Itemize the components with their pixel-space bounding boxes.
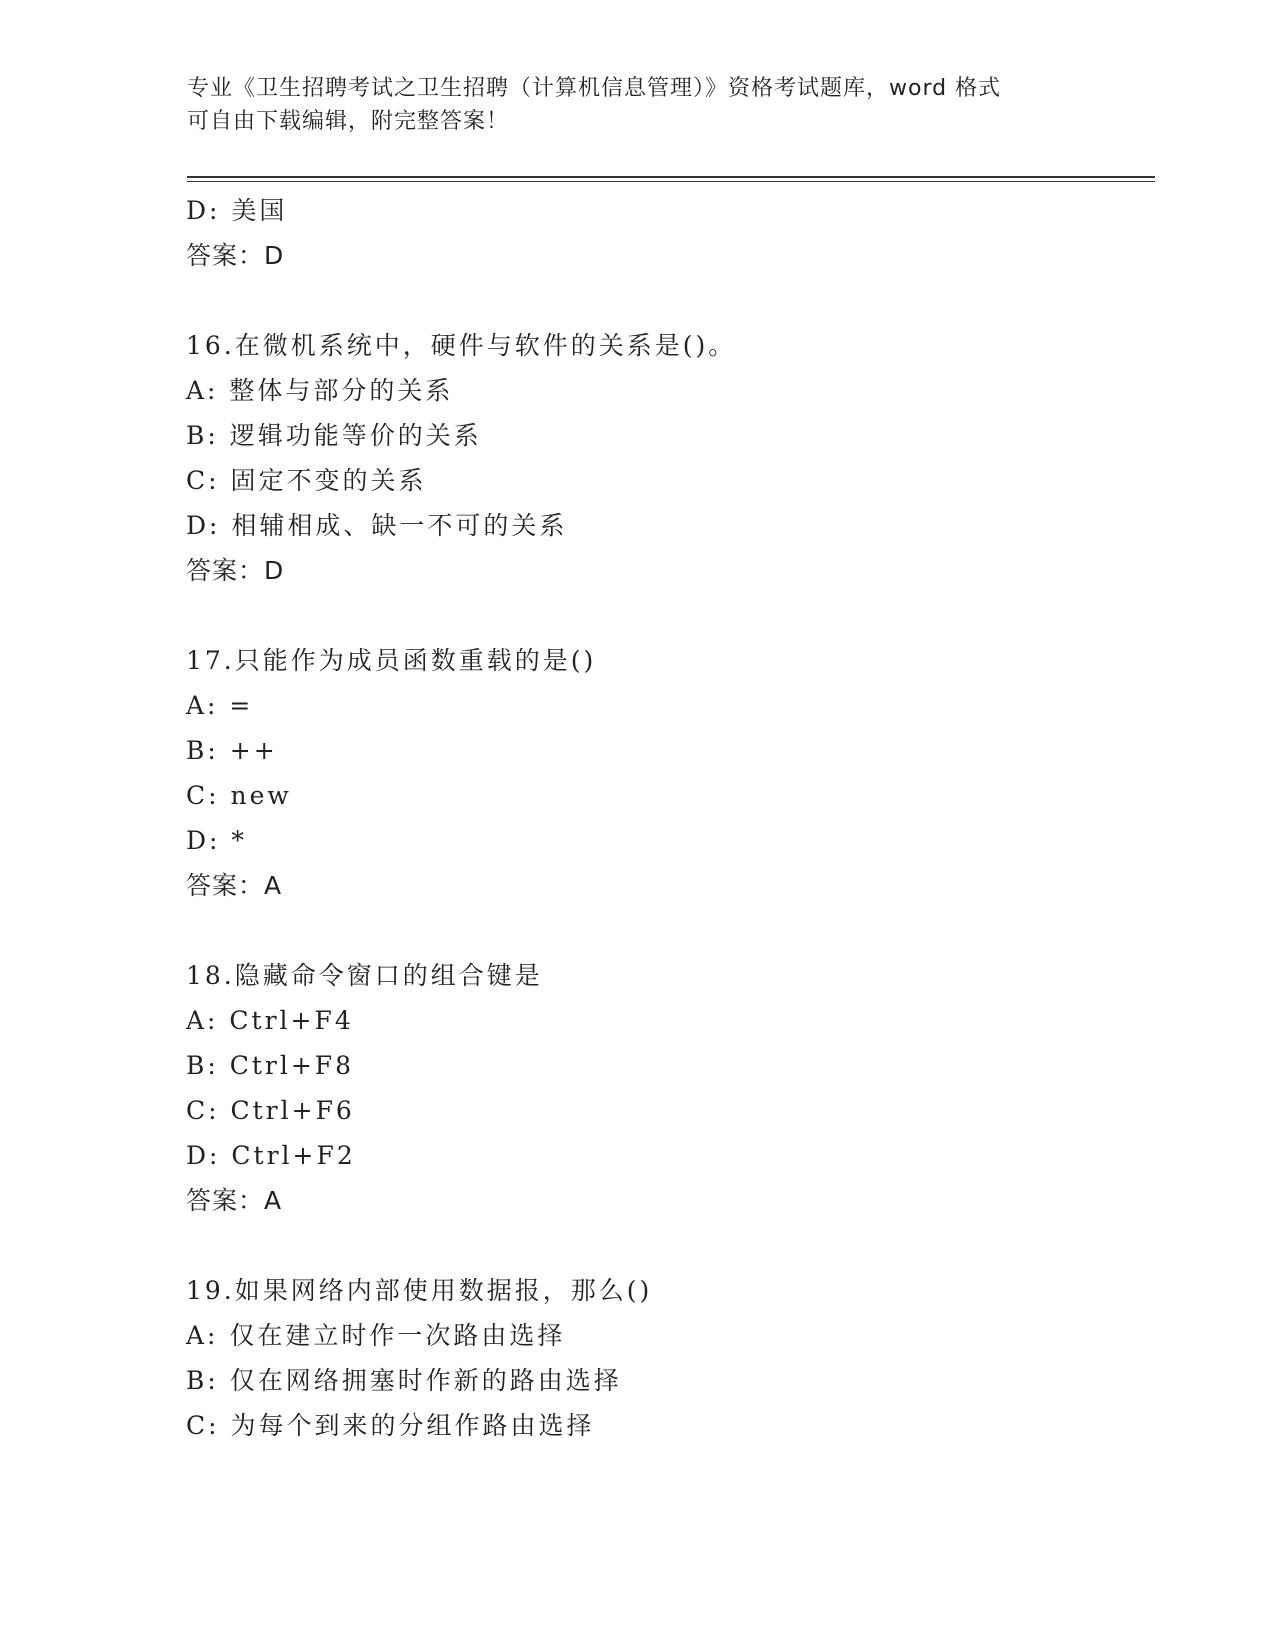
answer: 答案：A — [186, 871, 283, 900]
option-c: C: 固定不变的关系 — [186, 466, 427, 495]
header-line-1: 专业《卫生招聘考试之卫生招聘（计算机信息管理）》资格考试题库，word 格式 — [187, 76, 1002, 101]
question-16 — [186, 323, 1146, 593]
answer: 答案：D — [186, 241, 285, 270]
option-b: B: ++ — [186, 736, 278, 765]
option-c: C: new — [186, 781, 292, 810]
option-a: A: 整体与部分的关系 — [186, 376, 454, 405]
question-17 — [186, 638, 1146, 908]
question-list — [186, 188, 1146, 1448]
option-d: D: 相辅相成、缺一不可的关系 — [186, 511, 568, 540]
option-c: C: Ctrl+F6 — [186, 1096, 355, 1125]
option-d: D: 美国 — [186, 196, 288, 225]
header-divider-thin — [187, 181, 1155, 182]
option-b: B: 逻辑功能等价的关系 — [186, 421, 482, 450]
option-c: C: 为每个到来的分组作路由选择 — [186, 1411, 595, 1440]
question-18 — [186, 953, 1146, 1223]
question-19 — [186, 1268, 1146, 1448]
spacer — [186, 593, 1146, 638]
question-fragment — [186, 188, 1146, 278]
spacer — [186, 278, 1146, 323]
question-stem: 16.在微机系统中，硬件与软件的关系是()。 — [186, 331, 737, 360]
spacer — [186, 1223, 1146, 1268]
option-a: A: 仅在建立时作一次路由选择 — [186, 1321, 566, 1350]
header-line-2: 可自由下载编辑，附完整答案！ — [187, 109, 510, 134]
spacer — [186, 908, 1146, 953]
option-b: B: 仅在网络拥塞时作新的路由选择 — [186, 1366, 622, 1395]
answer: 答案：A — [186, 1186, 283, 1215]
question-stem: 19.如果网络内部使用数据报，那么() — [186, 1276, 653, 1305]
option-a: A: = — [186, 691, 254, 720]
option-b: B: Ctrl+F8 — [186, 1051, 355, 1080]
question-stem: 17.只能作为成员函数重载的是() — [186, 646, 597, 675]
document-header — [187, 72, 1067, 138]
option-d: D: * — [186, 826, 247, 855]
question-stem: 18.隐藏命令窗口的组合键是 — [186, 961, 543, 990]
option-a: A: Ctrl+F4 — [186, 1006, 354, 1035]
answer: 答案：D — [186, 556, 285, 585]
header-divider-thick — [187, 176, 1155, 178]
option-d: D: Ctrl+F2 — [186, 1141, 356, 1170]
